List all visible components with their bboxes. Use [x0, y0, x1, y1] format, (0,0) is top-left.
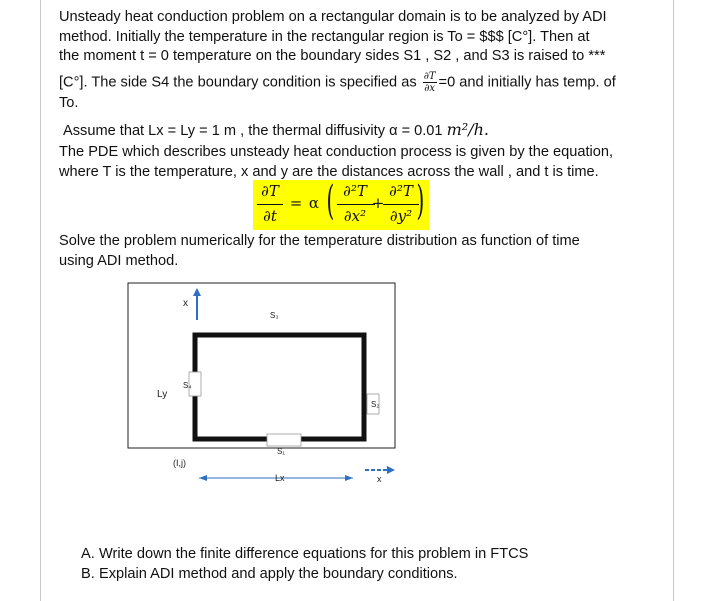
dT-dx-fraction: [423, 71, 437, 94]
question-a-text: Write down the finite difference equations for this problem in FTCS: [99, 546, 529, 562]
diagram-frame: [128, 283, 395, 448]
right-paren: ): [416, 178, 425, 224]
pde-line-2: where T is the temperature, x and y are the distances across the wall , and t is time.: [59, 163, 599, 180]
label-s4: S₄: [183, 381, 192, 390]
pde-description: [59, 143, 649, 182]
term2-denominator: ∂y²: [389, 207, 413, 225]
s1-side-marker: [267, 434, 301, 446]
question-b-text: Explain ADI method and apply the boundary conditions.: [99, 566, 458, 582]
problem-line-1: Unsteady heat conduction problem on a rectangular domain is to be analyzed by ADI: [59, 9, 607, 25]
alpha-symbol: α: [308, 194, 320, 212]
term2-fraction-bar: [383, 204, 419, 205]
term1-denominator: ∂x²: [343, 207, 367, 225]
term2-numerator: ∂²T: [389, 182, 413, 200]
problem-line-4: [59, 71, 649, 94]
label-x-top: x: [183, 298, 188, 309]
label-lx: Lx: [275, 473, 285, 483]
label-s2: S₂: [371, 400, 380, 409]
problem-line-4-end: =0 and initially has temp. of: [438, 73, 616, 90]
assumption-text: Assume that Lx = Ly = 1 m , the thermal diffusivity α = 0.01: [63, 123, 447, 139]
question-b-marker: B.: [81, 566, 95, 582]
lhs-fraction-bar: [257, 204, 283, 205]
problem-statement: [59, 8, 649, 113]
dT-dx-numerator: ∂T: [423, 70, 436, 82]
pde-line-1: The PDE which describes unsteady heat conduction process is given by the equation,: [59, 144, 614, 160]
problem-line-2: method. Initially the temperature in the rectangular region is To = $$$ [C°]. Then at: [59, 28, 590, 45]
label-s3: S₃: [270, 311, 279, 320]
x-axis-arrow: [365, 466, 395, 474]
label-s1: S₁: [277, 447, 286, 456]
question-b: [81, 564, 528, 584]
problem-line-3: the moment t = 0 temperature on the boundary sides S1 , S2 , and S3 is raised to ***: [59, 48, 606, 64]
plus-sign: +: [371, 194, 385, 212]
vertical-axis-arrow: [193, 288, 201, 320]
problem-line-5: To.: [59, 94, 79, 111]
question-a: [81, 544, 528, 564]
rectangular-domain: [195, 335, 364, 439]
term1-fraction-bar: [337, 204, 375, 205]
lhs-denominator: ∂t: [263, 207, 277, 225]
question-a-marker: A.: [81, 546, 95, 562]
solve-line-1: Solve the problem numerically for the temperature distribution as function of time: [59, 233, 580, 249]
lhs-numerator: ∂T: [261, 182, 279, 200]
solve-line-2: using ADI method.: [59, 252, 179, 269]
solve-instruction: [59, 232, 649, 271]
heat-equation: [253, 180, 429, 230]
label-ly: Ly: [157, 389, 168, 400]
dT-dx-denominator: ∂x: [424, 82, 436, 94]
diffusivity-unit: m²/h.: [446, 120, 489, 139]
domain-diagram: [127, 282, 399, 492]
equals-sign: =: [289, 194, 303, 212]
document-page: [40, 0, 674, 601]
problem-line-4-start: [C°]. The side S4 the boundary condition is specified as: [59, 73, 421, 90]
label-x-right: x: [377, 474, 382, 484]
left-paren: (: [326, 178, 335, 224]
label-grid-index: (I,j): [173, 458, 186, 468]
assumption-line: [63, 120, 653, 142]
question-list: [81, 544, 528, 584]
term1-numerator: ∂²T: [343, 182, 367, 200]
